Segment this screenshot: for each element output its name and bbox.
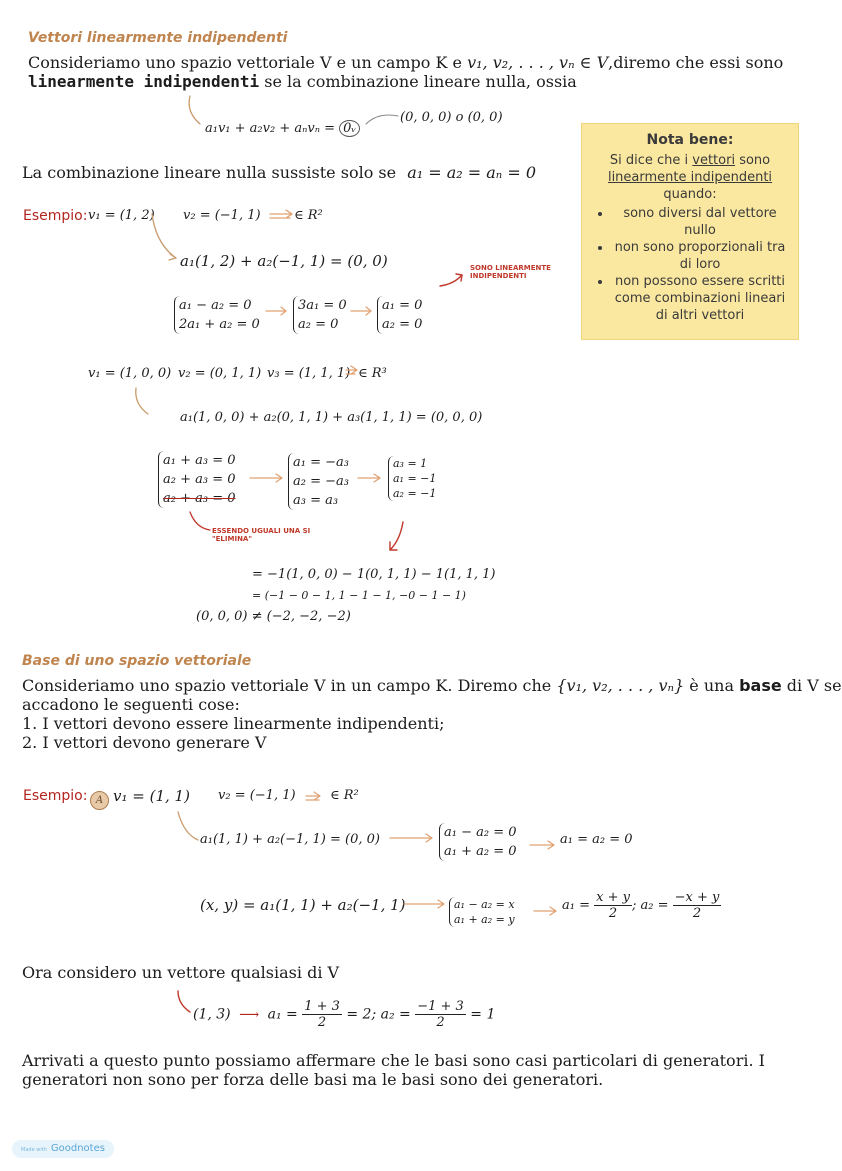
- equation-row: a₂ = 0: [298, 317, 339, 332]
- section-title-basis: Base di uno spazio vettoriale: [22, 653, 252, 669]
- result-label: ; a₂ =: [631, 898, 669, 913]
- curved-arrow-icon: [366, 115, 398, 124]
- fraction-denominator: 2: [317, 1015, 327, 1030]
- example2-v1: v₁ = (1, 0, 0): [88, 366, 172, 381]
- fraction-denominator: 2: [692, 906, 702, 921]
- equation-row: a₁ − a₂ = 0: [444, 825, 517, 840]
- zero-vector-note: (0, 0, 0) o (0, 0): [400, 110, 503, 125]
- intro-text: ,diremo che essi sono: [608, 53, 784, 72]
- result-label: = 2; a₂ =: [346, 1006, 411, 1023]
- result-label: a₁ =: [267, 1006, 298, 1023]
- basis-text: è una: [684, 676, 740, 695]
- double-arrow-icon: [346, 366, 357, 374]
- note-bullet: • non possono essere scritti come combinazioni lineari di altri vettori: [612, 273, 788, 324]
- any-vector-sentence: Ora considero un vettore qualsiasi di V: [22, 963, 340, 982]
- note-bullet: • sono diversi dal vettore nullo: [612, 205, 788, 239]
- equation-row: a₃ = 1: [393, 457, 428, 470]
- sentence-text: La combinazione lineare nulla sussiste solo se: [22, 163, 397, 182]
- combination-expression: a₁v₁ + a₂v₂ + aₙvₙ =: [205, 121, 336, 136]
- arrow-right-icon: [390, 834, 432, 842]
- basis-paragraph-line2: accadono le seguenti cose:: [22, 695, 240, 714]
- equation-row: a₁ − a₂ = x: [454, 898, 515, 911]
- equation-row: a₁ = −1: [393, 472, 437, 485]
- intro-bold-term: linearmente indipendenti: [28, 72, 260, 91]
- arrow-right-icon: [266, 307, 286, 315]
- conclusion-line1: Arrivati a questo punto possiamo affermare che le basi sono casi particolari di generatori. I: [22, 1051, 765, 1070]
- double-arrow-icon: [306, 792, 320, 800]
- example-label: Esempio:: [23, 788, 88, 804]
- fraction-denominator: 2: [436, 1015, 445, 1030]
- curved-arrow-icon: [178, 991, 190, 1012]
- arrow-right-icon: [351, 307, 371, 315]
- example2-equation: a₁(1, 0, 0) + a₂(0, 1, 1) + a₃(1, 1, 1) = (0, 0, 0): [180, 410, 483, 425]
- example1-space: ∈ R²: [294, 208, 323, 223]
- note-text: Si dice che i: [609, 153, 693, 168]
- arrow-right-icon: [250, 474, 282, 482]
- vector: (1, 3): [193, 1006, 231, 1023]
- arrow-head-icon: [169, 254, 176, 260]
- example2-calc3: (0, 0, 0) ≠ (−2, −2, −2): [196, 609, 351, 624]
- fraction-numerator: x + y: [596, 890, 630, 905]
- basis-condition-2: 2. I vettori devono generare V: [22, 733, 267, 752]
- intro-text: se la combinazione lineare nulla, ossia: [259, 72, 577, 91]
- example-label: Esempio:: [23, 208, 88, 224]
- intro-vectors: v₁, v₂, . . . , vₙ ∈ V: [467, 53, 609, 72]
- null-condition: a₁ = a₂ = aₙ = 0: [407, 163, 537, 182]
- fraction-denominator: 2: [608, 906, 618, 921]
- equation-row: a₁ − a₂ = 0: [179, 298, 252, 313]
- note-title: Nota bene:: [646, 132, 734, 148]
- curved-arrow-icon: [190, 512, 210, 530]
- equation-row-struck: a₂ + a₃ = 0: [163, 491, 236, 506]
- arrow-right-icon: [440, 275, 462, 286]
- badge-circle: A: [90, 791, 109, 810]
- example2-calc1: = −1(1, 0, 0) − 1(0, 1, 1) − 1(1, 1, 1): [252, 567, 496, 582]
- basis-condition-1: 1. I vettori devono essere linearmente indipendenti;: [22, 714, 445, 733]
- equation-row: 2a₁ + a₂ = 0: [179, 317, 260, 332]
- arrow-right-icon: [534, 907, 556, 915]
- equation-row: a₁ + a₂ = y: [454, 913, 515, 926]
- note-underlined: vettori: [692, 153, 736, 168]
- equation-row: a₂ = −a₃: [293, 474, 349, 489]
- example3-v1: v₁ = (1, 1): [113, 787, 190, 805]
- equation-row: a₂ = −1: [393, 487, 437, 500]
- note-bullet: • non sono proporzionali tra di loro: [612, 239, 788, 273]
- example3-v2: v₂ = (−1, 1): [218, 788, 296, 803]
- equation-row: a₂ + a₃ = 0: [163, 472, 236, 487]
- equation-row: a₁ + a₃ = 0: [163, 453, 236, 468]
- brand-name: Goodnotes: [50, 1143, 105, 1154]
- basis-text: di V se: [781, 676, 842, 695]
- basis-set: {v₁, v₂, . . . , vₙ}: [556, 676, 685, 695]
- curved-arrow-icon: [136, 388, 148, 414]
- basis-bold-term: base: [739, 676, 782, 695]
- intro-text: Consideriamo uno spazio vettoriale V e un campo K e: [28, 53, 468, 72]
- equation-row: a₁ = −a₃: [293, 455, 349, 470]
- example2-calc2: = (−1 − 0 − 1, 1 − 1 − 1, −0 − 1 − 1): [252, 589, 466, 602]
- example3-equation: a₁(1, 1) + a₂(−1, 1) = (0, 0): [200, 832, 380, 847]
- example3-result1: a₁ = a₂ = 0: [560, 832, 633, 847]
- note-text: sono: [735, 153, 771, 168]
- curved-arrow-icon: [152, 214, 176, 258]
- curved-arrow-icon: [189, 96, 200, 124]
- zero-vector: 0ᵥ: [339, 120, 360, 137]
- conclusion-line2: generatori non sono per forza delle basi ma le basi sono dei generatori.: [22, 1070, 604, 1089]
- equation-row: a₁ = 0: [382, 298, 423, 313]
- section-title-independent-vectors: Vettori linearmente indipendenti: [28, 30, 288, 46]
- example1-annotation: SONO LINEARMENTE INDIPENDENTI: [470, 264, 551, 280]
- equation-row: a₂ = 0: [382, 317, 423, 332]
- example3-equation2: (x, y) = a₁(1, 1) + a₂(−1, 1): [200, 896, 406, 914]
- fraction-numerator: −x + y: [674, 890, 720, 905]
- result-label: = 1: [470, 1006, 496, 1023]
- arrow-right-icon: ⟶: [239, 1006, 260, 1023]
- note-underlined: linearmente indipendenti: [607, 170, 773, 185]
- equation-row: a₁ + a₂ = 0: [444, 844, 517, 859]
- arrow-right-icon: [404, 900, 444, 908]
- basis-text: Consideriamo uno spazio vettoriale V in un campo K. Diremo che: [22, 676, 557, 695]
- example1-v2: v₂ = (−1, 1): [183, 208, 261, 223]
- equation-row: a₃ = a₃: [293, 493, 339, 508]
- example2-space: ∈ R³: [358, 366, 387, 381]
- arrow-right-icon: [358, 474, 380, 482]
- example2-annotation: ESSENDO UGUALI UNA SI "ELIMINA": [212, 527, 311, 543]
- example1-v1: v₁ = (1, 2): [88, 208, 155, 223]
- fraction-numerator: 1 + 3: [304, 999, 340, 1014]
- curved-arrow-icon: [390, 522, 403, 550]
- made-with-text: Made with: [21, 1147, 47, 1153]
- double-arrow-icon: [270, 210, 292, 218]
- arrow-right-icon: [530, 841, 554, 849]
- fraction-numerator: −1 + 3: [417, 999, 464, 1014]
- example1-equation: a₁(1, 2) + a₂(−1, 1) = (0, 0): [180, 252, 388, 270]
- example2-v3: v₃ = (1, 1, 1): [267, 366, 351, 381]
- equation-row: 3a₁ = 0: [298, 298, 347, 313]
- example3-space: ∈ R²: [330, 788, 359, 803]
- note-line: quando:: [663, 187, 717, 202]
- curved-arrow-icon: [178, 812, 198, 840]
- example2-v2: v₂ = (0, 1, 1): [178, 366, 262, 381]
- result-label: a₁ =: [562, 898, 590, 913]
